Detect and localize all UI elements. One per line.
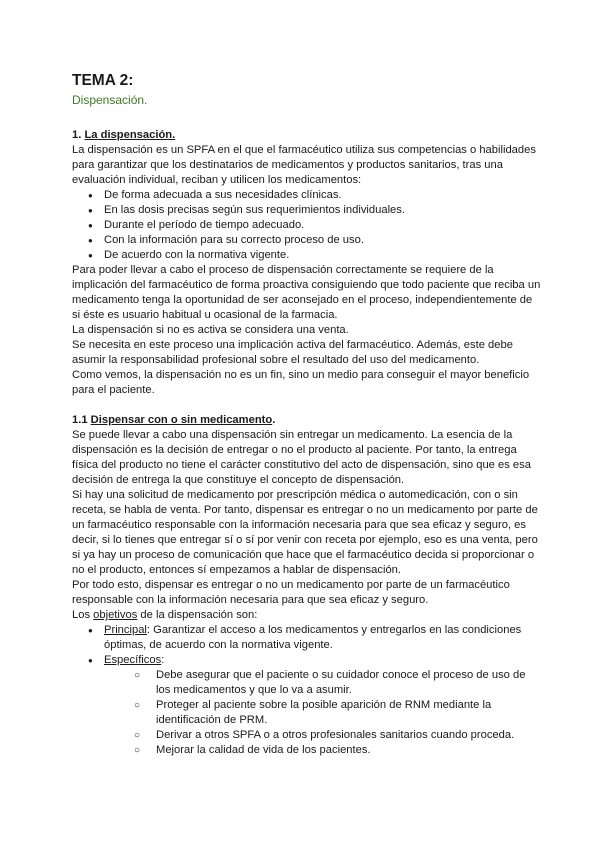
- list-item: ○ Mejorar la calidad de vida de los pacientes.: [72, 743, 542, 758]
- especificos-sublist: [72, 668, 542, 758]
- section-1-paragraph-1: Para poder llevar a cabo el proceso de dispensación correctamente se requiere de la implicación del farmacéutico de forma proactiva consiguiendo que todo paciente que reciba un medicamento tenga la oportunidad de ser aconsejado en el proceso, independientemente de si éste es usuario habitual u ocasional de la farmacia.: [72, 264, 541, 321]
- section-1-paragraph-4: Como vemos, la dispensación no es un fin, sino un medio para conseguir el mayor beneficio para el paciente.: [72, 369, 530, 396]
- page-subtitle: Dispensación.: [72, 93, 148, 107]
- section-1-1-title: Dispensar con o sin medicamento: [90, 414, 273, 426]
- section-1-1-heading: [72, 413, 542, 428]
- especificos-label: Específicos: [104, 654, 162, 666]
- section-1-1-paragraph-1: Se puede llevar a cabo una dispensación sin entregar un medicamento. La esencia de la dispensación es la decisión de entregar o no el producto al paciente. Por tanto, la entrega física del producto no tiene el carácter constitutivo del acto de dispensación, sino que es esa decisión de entrega la que constituye el concepto de dispensación.: [72, 429, 531, 486]
- page-title: TEMA 2:: [72, 72, 134, 89]
- list-item: ○ Proteger al paciente sobre la posible aparición de RNM mediante la identificación de PRM.: [72, 698, 542, 728]
- section-1-paragraph-2: La dispensación si no es activa se considera una venta.: [72, 324, 349, 336]
- especificos-colon: :: [161, 654, 165, 666]
- section-1-number: 1.: [72, 129, 82, 141]
- section-1-1-paragraph-2: Si hay una solicitud de medicamento por prescripción médica o automedicación, con o sin receta, se habla de venta. Por tanto, dispensar es entregar o no un medicamento por parte de un farmacéutico responsable con la información necesaria para que sea eficaz y seguro, es decir, si lo tienes que entregar sí o sí por venir con receta por ejemplo, eso es una venta, pero si ya hay un proceso de comunicación que hace que el farmacéutico decida si proporcionar o no el producto, entonces sí empezamos a hablar de dispensación.: [72, 489, 538, 576]
- objectives-intro: [72, 608, 542, 623]
- list-item: ● De acuerdo con la normativa vigente.: [72, 248, 542, 263]
- list-item: ○ Derivar a otros SPFA o a otros profesionales sanitarios cuando proceda.: [72, 728, 542, 743]
- section-1-1-number: 1.1: [72, 414, 88, 426]
- principal-text: : Garantizar el acceso a los medicamentos y entregarlos en las condiciones óptimas, de acuerdo con la normativa vigente.: [104, 624, 522, 651]
- section-1-intro: La dispensación es un SPFA en el que el farmacéutico utiliza sus competencias o habilidades para garantizar que los destinatarios de medicamentos y productos sanitarios, tras una evaluación individual, reciban y utilicen los medicamentos:: [72, 144, 536, 186]
- objectives-post: de la dispensación son:: [137, 609, 258, 621]
- document-body: [72, 72, 542, 758]
- list-item: ● Con la información para su correcto proceso de uso.: [72, 233, 542, 248]
- list-item: ● En las dosis precisas según sus requerimientos individuales.: [72, 203, 542, 218]
- objectives-word: objetivos: [93, 609, 138, 621]
- objectives-list: [72, 623, 542, 668]
- list-item: ● Durante el período de tiempo adecuado.: [72, 218, 542, 233]
- heading-period: .: [272, 414, 276, 426]
- objectives-pre: Los: [72, 609, 94, 621]
- section-1-heading: [72, 128, 542, 143]
- principal-label: Principal: [104, 624, 147, 636]
- section-1-1-paragraph-3: Por todo esto, dispensar es entregar o no un medicamento por parte de un farmacéutico responsable con la información necesaria para que sea eficaz y seguro.: [72, 579, 510, 606]
- objective-principal: [72, 623, 542, 653]
- objective-especificos: [72, 653, 542, 668]
- list-item: ○ Debe asegurar que el paciente o su cuidador conoce el proceso de uso de los medicamentos y que lo va a asumir.: [72, 668, 542, 698]
- section-1-paragraph-3: Se necesita en este proceso una implicación activa del farmacéutico. Además, este debe asumir la responsabilidad profesional sobre el resultado del uso del medicamento.: [72, 339, 513, 366]
- section-1-title: La dispensación.: [84, 129, 176, 141]
- section-1-bullet-list: [72, 188, 542, 263]
- list-item: ● De forma adecuada a sus necesidades clínicas.: [72, 188, 542, 203]
